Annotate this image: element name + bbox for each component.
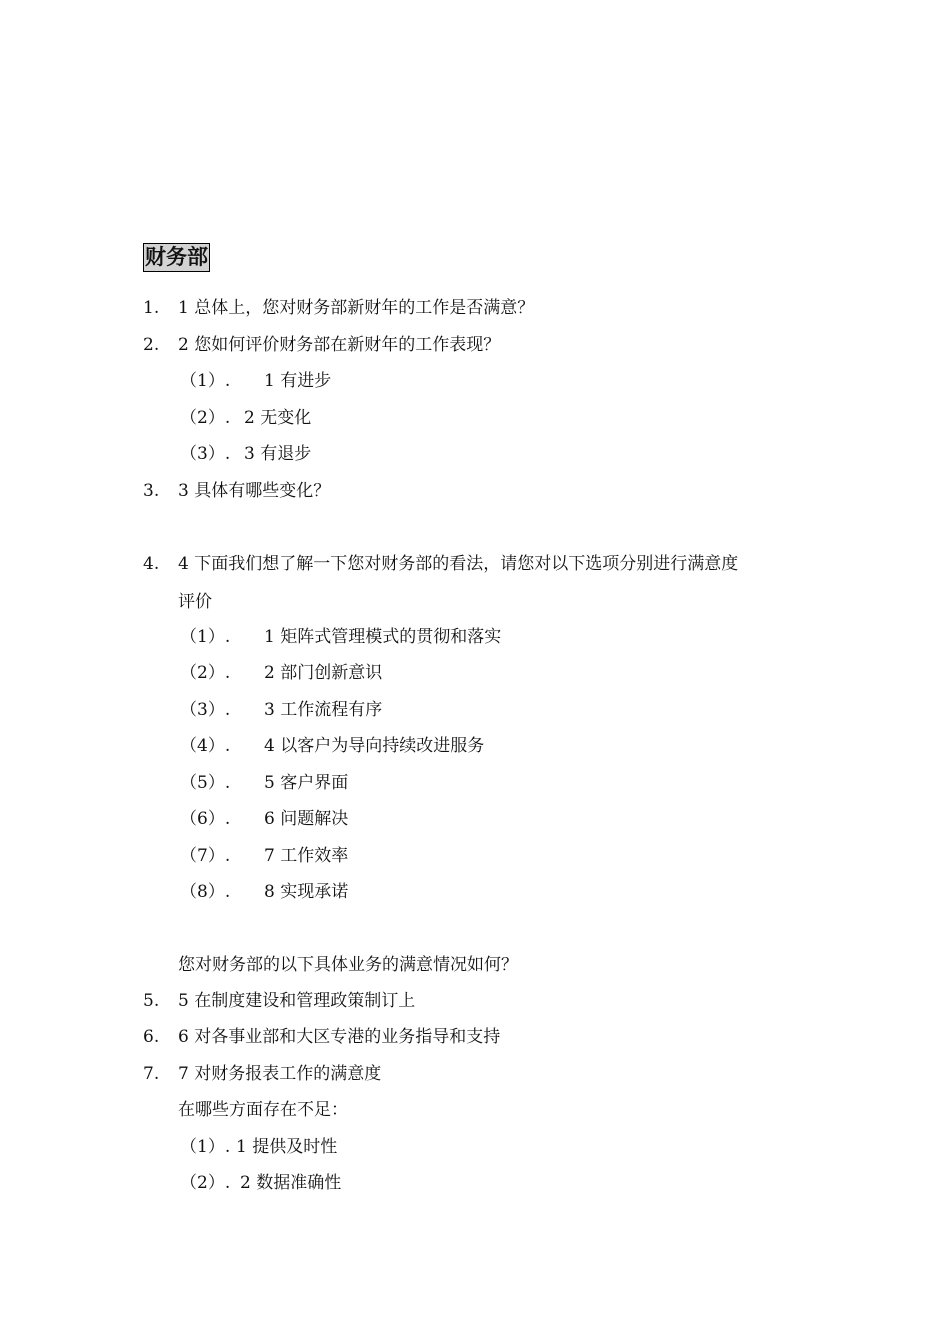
question-text: 1 总体上，您对财务部新财年的工作是否满意？ [178, 298, 535, 318]
question-text: 6 对各事业部和大区专港的业务指导和支持 [178, 1027, 501, 1047]
question-text: 3 具体有哪些变化？ [178, 481, 331, 501]
option-text: 3 工作流程有序 [264, 700, 383, 720]
question-number: 3. [143, 481, 160, 501]
question-text: 2 您如何评价财务部在新财年的工作表现？ [178, 335, 501, 355]
option-text: 6 问题解决 [264, 809, 349, 829]
option-label: （2）. [180, 1173, 231, 1193]
option-label: （6）. [180, 809, 231, 829]
question-text-continued: 评价 [178, 592, 212, 612]
option-text: 2 部门创新意识 [264, 663, 383, 683]
question-number: 4. [143, 554, 160, 574]
option-text: 2 数据准确性 [240, 1173, 342, 1193]
question-text: 7 对财务报表工作的满意度 [178, 1064, 382, 1084]
question-number: 1. [143, 298, 160, 318]
option-text: 1 提供及时性 [236, 1137, 338, 1157]
option-label: （8）. [180, 882, 231, 902]
question-number: 7. [143, 1064, 160, 1084]
option-label: （1）. [180, 627, 231, 647]
option-label: （1）. [180, 1137, 231, 1157]
option-label: （7）. [180, 846, 231, 866]
option-label: （3）. [180, 700, 231, 720]
option-text: 5 客户界面 [264, 773, 349, 793]
option-text: 1 有进步 [264, 371, 332, 391]
option-label: （3）. [180, 444, 231, 464]
question-number: 2. [143, 335, 160, 355]
option-label: （4）. [180, 736, 231, 756]
option-text: 4 以客户为导向持续改进服务 [264, 736, 485, 756]
question-text: 4 下面我们想了解一下您对财务部的看法，请您对以下选项分别进行满意度 [178, 554, 739, 574]
option-text: 7 工作效率 [264, 846, 349, 866]
option-text: 8 实现承诺 [264, 882, 349, 902]
option-label: （1）. [180, 371, 231, 391]
question-text: 5 在制度建设和管理政策制订上 [178, 991, 416, 1011]
follow-up-text: 在哪些方面存在不足： [178, 1100, 348, 1120]
option-label: （2）. [180, 663, 231, 683]
section-title: 财务部 [143, 243, 210, 272]
option-label: （5）. [180, 773, 231, 793]
question-number: 5. [143, 991, 160, 1011]
option-text: 1 矩阵式管理模式的贯彻和落实 [264, 627, 502, 647]
option-label: （2）. [180, 408, 231, 428]
question-number: 6. [143, 1027, 160, 1047]
intro-text: 您对财务部的以下具体业务的满意情况如何？ [178, 955, 518, 975]
option-text: 2 无变化 [244, 408, 312, 428]
option-text: 3 有退步 [244, 444, 312, 464]
